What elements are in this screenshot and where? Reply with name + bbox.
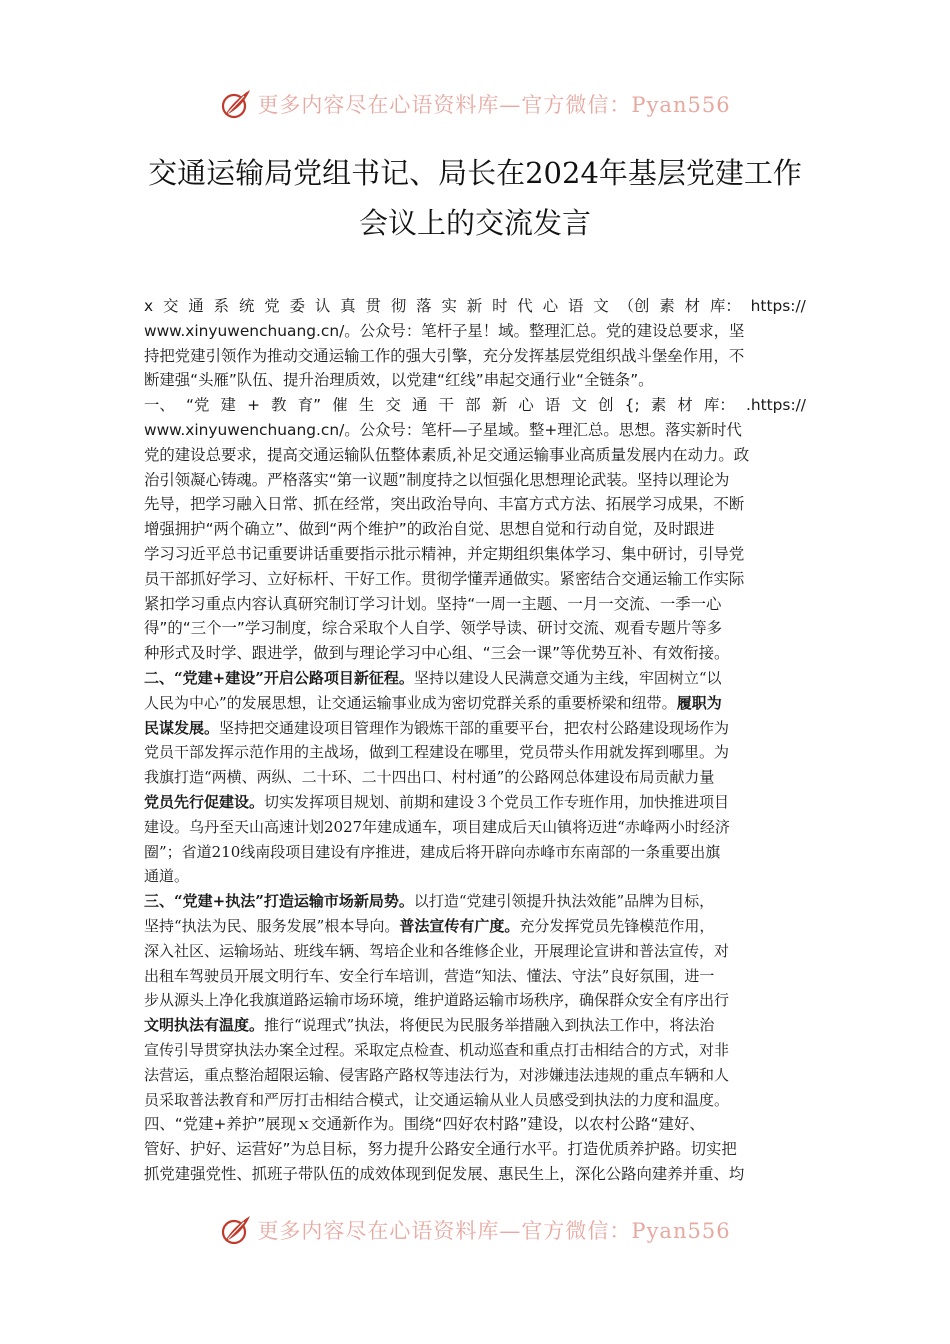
justified-token: 新 xyxy=(466,297,483,315)
section2-line-4: 党员干部发挥示范作用的主战场，做到工程建设在哪里，党员带头作用就发挥到哪里。为 xyxy=(144,743,730,762)
banner-text: 更多内容尽在心语资料库—官方微信：Pyan556 xyxy=(257,1219,731,1243)
intro-line-1 xyxy=(144,294,806,319)
justified-token: 认 xyxy=(314,297,331,315)
justified-token: 心 xyxy=(542,297,559,315)
section1-line-11: 种形式及时学、跟进学，做到与理论学习中心组、“三会一课”等优势互补、有效衔接。 xyxy=(144,644,730,663)
justified-token: 真 xyxy=(340,297,356,315)
justified-token: 时 xyxy=(492,297,508,315)
section4-line-2: 管好、护好、运营好”为总目标，努力提升公路安全通行水平。打造优质养护路。切实把 xyxy=(144,1140,737,1159)
justified-token: 素 xyxy=(650,396,667,415)
section2-line-6-text: 切实发挥项目规划、前期和建设３个党员工作专班作用，加快推进项目 xyxy=(264,792,730,811)
section2-line-6 xyxy=(144,790,806,815)
section3-line-6 xyxy=(144,1013,806,1038)
section2-line-2-text: 人民为中心”的发展思想，让交通运输事业成为密切党群关系的重要桥梁和纽带。 xyxy=(144,693,677,712)
top-banner xyxy=(0,84,950,124)
justified-token: 彻 xyxy=(390,297,407,315)
justified-token: 语 xyxy=(568,297,584,315)
intro-line-4: 断建强“头雁”队伍、提升治理质效，以党建“红线”串起交通行业“全链条”。 xyxy=(144,371,654,390)
justified-token: 育” xyxy=(297,396,322,415)
title-line-2: 会议上的交流发言 xyxy=(358,206,591,240)
section3-heading: 三、“党建+执法”打造运输市场新局势。 xyxy=(144,892,414,911)
justified-token: 统 xyxy=(238,297,255,315)
justified-token: 教 xyxy=(271,396,287,415)
section1-line-3: 党的建设总要求，提高交通运输队伍整体素质,补足交通运输事业高质量发展内在动力。政 xyxy=(144,445,750,464)
section3-line-9: 员采取普法教育和严厉打击相结合模式，让交通运输从业人员感受到执法的力度和温度。 xyxy=(144,1090,730,1109)
feather-logo-icon xyxy=(219,87,253,121)
section2-line-3-text: 坚持把交通建设项目管理作为锻炼干部的重要平台，把农村公路建设现场作为 xyxy=(219,718,730,737)
justified-token: 催 xyxy=(332,396,348,415)
section3-line-2-rest: 充分发挥党员先锋模范作用， xyxy=(519,916,715,935)
intro-line-3: 持把党建引领作为推动交通运输工作的强大引擎，充分发挥基层党组织战斗堡垒作用，不 xyxy=(144,346,745,365)
section1-line-6: 增强拥护“两个确立”、做到“两个维护”的政治自觉、思想自觉和行动自觉，及时跟进 xyxy=(144,520,715,539)
justified-token: 新 xyxy=(491,396,508,415)
document-title xyxy=(0,148,950,248)
section1-line-8: 员干部抓好学习、立好标杆、干好工作。贯彻学懂弄通做实。紧密结合交通运输工作实际 xyxy=(144,569,745,588)
section2-line-8: 圈”；省道210线南段项目建设有序推进，建成后将开辟向赤峰市东南部的一条重要出旗 xyxy=(144,842,721,861)
section1-line-10: 得”的“三个一”学习制度，综合采取个人自学、领学导读、研讨交流、观看专题片等多 xyxy=(144,619,722,638)
section4-line-3: 抓党建强党性、抓班子带队伍的成效体现到促发展、惠民生上，深化公路向建养并重、均 xyxy=(144,1164,745,1183)
justified-token: 贯 xyxy=(365,297,381,315)
justified-token: x xyxy=(144,297,154,315)
section2-subheading-1a: 履职为 xyxy=(676,693,722,712)
title-line-1: 交通运输局党组书记、局长在2024年基层党建工作 xyxy=(148,156,802,190)
section3-line-2-text: 坚持“执法为民、服务发展”根本导向。 xyxy=(144,916,400,935)
section3-line-3: 深入社区、运输场站、班线车辆、驾培企业和各维修企业，开展理论宣讲和普法宣传，对 xyxy=(144,941,730,960)
justified-token: 干 xyxy=(438,396,455,415)
section3-line-1 xyxy=(144,889,806,914)
justified-token: （创 xyxy=(618,297,650,315)
justified-token: 库： xyxy=(703,396,735,415)
section3-line-8: 法营运，重点整治超限运输、侵害路产路权等违法行为，对涉嫌违法违规的重点车辆和人 xyxy=(144,1065,730,1084)
justified-token: 实 xyxy=(441,297,457,315)
section1-line-4: 治引领凝心铸魂。严格落实“第一议题”制度持之以恒强化思想理论武装。坚持以理论为 xyxy=(144,470,730,489)
justified-token: 建 xyxy=(220,396,236,415)
justified-token: 党 xyxy=(264,297,280,315)
section2-subheading-2: 党员先行促建设。 xyxy=(144,792,265,811)
section2-subheading-1b: 民谋发展。 xyxy=(144,718,220,737)
justified-token: 文 xyxy=(593,297,609,315)
justified-token: 创 xyxy=(598,396,614,415)
justified-token: .https:// xyxy=(745,396,806,415)
justified-token: 材 xyxy=(677,396,693,415)
section3-line-4: 出租车驾驶员开展文明行车、安全行车培训，营造“知法、懂法、守法”良好氛围，进一 xyxy=(144,966,715,985)
intro-line-2: www.xinyuwenchuang.cn/。公众号：笔杆子星！域。整理汇总。党的建设总要求，坚 xyxy=(144,321,745,340)
justified-token: 委 xyxy=(289,297,305,315)
section3-line-5: 步从源头上净化我旗道路运输市场环境，维护道路运输市场秩序，确保群众安全有序出行 xyxy=(144,991,730,1010)
section2-line-2 xyxy=(144,691,806,716)
section3-line-6-text: 推行“说理式”执法，将便民为民服务举措融入到执法工作中，将法治 xyxy=(264,1016,715,1035)
section3-line-1-text: 以打造“党建引领提升执法效能”品牌为目标， xyxy=(413,892,715,911)
justified-token: 文 xyxy=(571,396,587,415)
justified-token: 通 xyxy=(412,396,428,415)
section1-line-5: 先导，把学习融入日常、抓在经常，突出政治导向、丰富方式方法、拓展学习成果，不断 xyxy=(144,495,745,514)
section1-line-9: 紧扣学习重点内容认真研究制订学习计划。坚持“一周一主题、一月一交流、一季一心 xyxy=(144,594,722,613)
justified-token: 一、 xyxy=(144,396,175,415)
justified-token: 代 xyxy=(517,297,533,315)
bottom-banner xyxy=(0,1210,950,1250)
section3-line-2 xyxy=(144,914,806,939)
justified-token: 心 xyxy=(518,396,534,415)
section4-line-1: 四、“党建+养护”展现ｘ交通新作为。围绕“四好农村路”建设，以农村公路“建好、 xyxy=(144,1115,705,1134)
section2-line-9: 通道。 xyxy=(144,867,190,886)
justified-token: + xyxy=(247,396,260,415)
section3-subheading-1: 普法宣传有广度。 xyxy=(399,916,520,935)
justified-token: 系 xyxy=(213,297,230,315)
document-body xyxy=(144,294,806,1187)
section2-line-7: 建设。乌丹至天山高速计划2027年建成通车，项目建成后天山镇将迈进“赤峰两小时经济 xyxy=(144,817,730,836)
justified-token: 通 xyxy=(188,297,204,315)
justified-token: https:// xyxy=(750,297,806,315)
section3-subheading-2: 文明执法有温度。 xyxy=(144,1016,265,1035)
justified-token: 材 xyxy=(684,297,701,315)
section3-line-7: 宣传引导贯穿执法办案全过程。采取定点检查、机动巡查和重点打击相结合的方式，对非 xyxy=(144,1040,730,1059)
section2-line-1-text: 坚持以建设人民满意交通为主线，牢固树立“以 xyxy=(413,668,722,687)
feather-logo-icon xyxy=(219,1213,253,1247)
section2-line-1 xyxy=(144,666,806,691)
section2-heading: 二、“党建+建设”开启公路项目新征程。 xyxy=(144,668,414,687)
justified-token: 语 xyxy=(544,396,561,415)
banner-text: 更多内容尽在心语资料库—官方微信：Pyan556 xyxy=(257,93,731,117)
section1-line-2: www.xinyuwenchuang.cn/。公众号：笔杆—子星域。整+理汇总。思想。落实新时代 xyxy=(144,420,742,439)
section1-line-7: 学习习近平总书记重要讲话重要指示批示精神，并定期组织集体学习、集中研讨，引导党 xyxy=(144,544,745,563)
justified-token: {; xyxy=(624,396,640,415)
justified-token: 交 xyxy=(385,396,401,415)
section2-line-3 xyxy=(144,716,806,741)
justified-token: 素 xyxy=(659,297,675,315)
justified-token: “党 xyxy=(185,396,210,415)
justified-token: 落 xyxy=(416,297,432,315)
section2-line-5: 我旗打造“两横、两纵、二十环、二十四出口、村村通”的公路网总体建设布局贡献力量 xyxy=(144,768,715,787)
justified-token: 交 xyxy=(163,297,179,315)
justified-token: 部 xyxy=(465,396,481,415)
justified-token: 库： xyxy=(709,297,741,315)
justified-token: 生 xyxy=(358,396,375,415)
section1-line-1 xyxy=(144,393,806,418)
